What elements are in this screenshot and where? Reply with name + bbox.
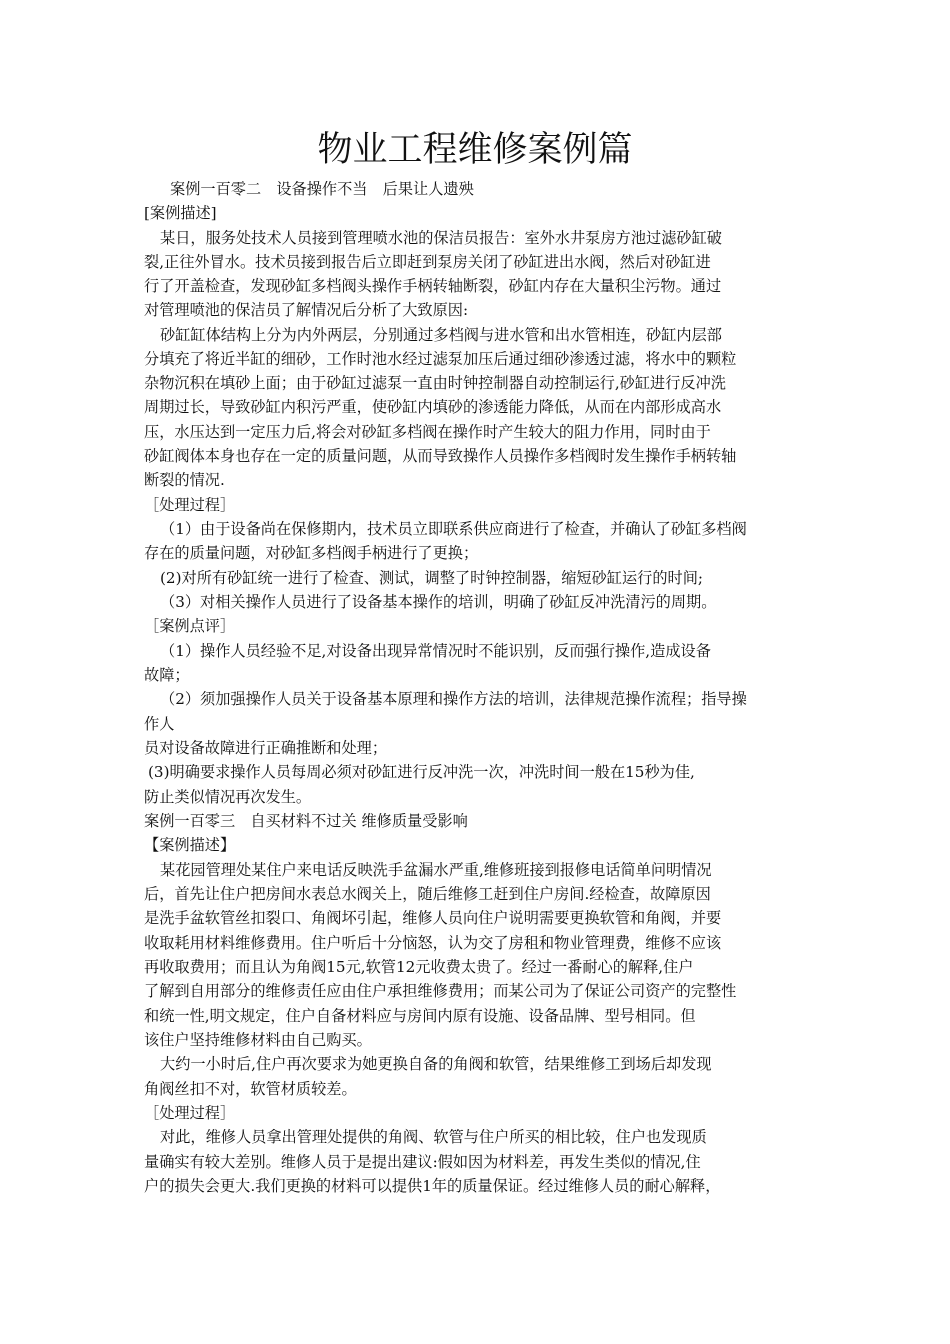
text-line: 裂,正往外冒水。技术员接到报告后立即赶到泵房关闭了砂缸进出水阀，然后对砂缸进 <box>144 253 711 271</box>
text-line: 后，首先让住户把房间水表总水阀关上，随后维修工赶到住户房间.经检查，故障原因 <box>144 885 711 903</box>
text-line: 断裂的情况. <box>144 471 225 489</box>
text-line: 对此，维修人员拿出管理处提供的角阀、软管与住户所买的相比较，住户也发现质 <box>160 1128 707 1146</box>
text-line: 和统一性,明文规定，住户自备材料应与房间内原有设施、设备品牌、型号相同。但 <box>144 1007 696 1025</box>
text-line: (3)明确要求操作人员每周必须对砂缸进行反冲洗一次，冲洗时间一般在15秒为佳, <box>148 763 695 781</box>
text-line: 角阀丝扣不对，软管材质较差。 <box>144 1080 357 1098</box>
page-title: 物业工程维修案例篇 <box>317 130 633 170</box>
text-line: 故障； <box>144 666 190 684</box>
text-line: 户的损失会更大.我们更换的材料可以提供1年的质量保证。经过维修人员的耐心解释， <box>144 1177 721 1195</box>
text-line: 周期过长，导致砂缸内积污严重，使砂缸内填砂的渗透能力降低，从而在内部形成高水 <box>144 398 722 416</box>
section-label-review: ［案例点评］ <box>144 617 236 635</box>
text-line: 收取耗用材料维修费用。住户听后十分恼怒，认为交了房租和物业管理费，维修不应该 <box>144 934 722 952</box>
section-label-description: 【案例描述】 <box>144 836 236 854</box>
text-line: 作人 <box>144 715 175 733</box>
text-line: （1）由于设备尚在保修期内，技术员立即联系供应商进行了检查，并确认了砂缸多档阀 <box>160 520 747 538</box>
case-103-heading: 案例一百零三 自买材料不过关 维修质量受影响 <box>144 812 468 830</box>
text-line: 量确实有较大差别。维修人员于是提出建议:假如因为材料差，再发生类似的情况,住 <box>144 1153 701 1171</box>
section-label-description: [案例描述] <box>144 204 217 222</box>
text-line: 了解到自用部分的维修责任应由住户承担维修费用；而某公司为了保证公司资产的完整性 <box>144 982 737 1000</box>
text-line: 压，水压达到一定压力后,将会对砂缸多档阀在操作时产生较大的阻力作用，同时由于 <box>144 423 711 441</box>
text-line: 员对设备故障进行正确推断和处理； <box>144 739 387 757</box>
text-line: 是洗手盆软管丝扣裂口、角阀坏引起，维修人员向住户说明需要更换软管和角阀，并要 <box>144 909 722 927</box>
text-line: 对管理喷池的保洁员了解情况后分析了大致原因: <box>144 301 469 319</box>
text-line: 分填充了将近半缸的细砂，工作时池水经过滤泵加压后通过细砂渗透过滤，将水中的颗粒 <box>144 350 737 368</box>
text-line: 存在的质量问题，对砂缸多档阀手柄进行了更换； <box>144 544 479 562</box>
text-line: 砂缸阀体本身也存在一定的质量问题，从而导致操作人员操作多档阀时发生操作手柄转轴 <box>144 447 737 465</box>
text-line: （1）操作人员经验不足,对设备出现异常情况时不能识别，反而强行操作,造成设备 <box>160 642 711 660</box>
text-line: 防止类似情况再次发生。 <box>144 788 312 806</box>
text-line: （2）须加强操作人员关于设备基本原理和操作方法的培训，法律规范操作流程；指导操 <box>160 690 747 708</box>
text-line: 再收取费用；而且认为角阀15元,软管12元收费太贵了。经过一番耐心的解释,住户 <box>144 958 694 976</box>
text-line: 某日，服务处技术人员接到管理喷水池的保洁员报告：室外水井泵房方池过滤砂缸破 <box>160 229 722 247</box>
section-label-process: ［处理过程］ <box>144 1104 236 1122</box>
text-line: 砂缸缸体结构上分为内外两层，分别通过多档阀与进水管和出水管相连，砂缸内层部 <box>160 326 722 344</box>
text-line: 某花园管理处某住户来电话反映洗手盆漏水严重,维修班接到报修电话简单问明情况 <box>160 861 712 879</box>
text-line: 行了开盖检查，发现砂缸多档阀头操作手柄转轴断裂，砂缸内存在大量积尘污物。通过 <box>144 277 722 295</box>
text-line: 杂物沉积在填砂上面；由于砂缸过滤泵一直由时钟控制器自动控制运行,砂缸进行反冲洗 <box>144 374 726 392</box>
case-102-heading: 案例一百零二 设备操作不当 后果让人遗殃 <box>170 180 474 198</box>
text-line: (2)对所有砂缸统一进行了检查、测试，调整了时钟控制器，缩短砂缸运行的时间; <box>160 569 704 587</box>
section-label-process: ［处理过程］ <box>144 496 236 514</box>
text-line: （3）对相关操作人员进行了设备基本操作的培训，明确了砂缸反冲洗清污的周期。 <box>160 593 717 611</box>
text-line: 该住户坚持维修材料由自己购买。 <box>144 1031 372 1049</box>
text-line: 大约一小时后,住户再次要求为她更换自备的角阀和软管，结果维修工到场后却发现 <box>160 1055 712 1073</box>
